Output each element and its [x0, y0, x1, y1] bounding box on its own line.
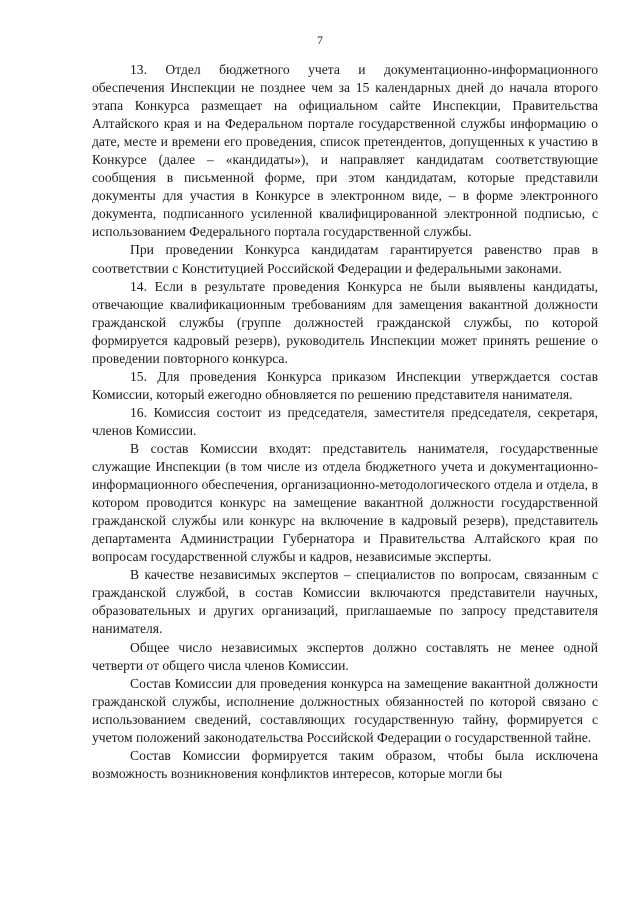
paragraph-independent-experts: В качестве независимых экспертов – специалистов по вопросам, связанным с гражданской службой, в состав Комиссии включаются представители научных, образовательных и других организаций, приглашаемые по запросу представителя нанимателя.	[92, 567, 598, 637]
paragraph-14: 14. Если в результате проведения Конкурса не были выявлены кандидаты, отвечающие квалификационным требованиям для замещения вакантной должности гражданской службы (группе должностей гражданской службы, по которой формируется кадровый резерв), руководитель Инспекции может принять решение о проведении повторного конкурса.	[92, 278, 598, 366]
paragraph-experts-quota: Общее число независимых экспертов должно составлять не менее одной четверти от общего числа членов Комиссии.	[92, 639, 598, 673]
page-number: 7	[317, 33, 323, 47]
paragraph-state-secret: Состав Комиссии для проведения конкурса на замещение вакантной должности гражданской службы, исполнение должностных обязанностей по которой связано с использованием сведений, составляющих государственную тайну, формируется с учетом положений законодательства Российской Федерации о государственной тайне.	[92, 675, 598, 745]
paragraph-15: 15. Для проведения Конкурса приказом Инспекции утверждается состав Комиссии, который ежегодно обновляется по решению представителя нанимателя.	[92, 368, 598, 402]
paragraph-conflict-of-interest: Состав Комиссии формируется таким образом, чтобы была исключена возможность возникновения конфликтов интересов, которые могли бы	[92, 747, 598, 781]
paragraph-13: 13. Отдел бюджетного учета и документационно-информационного обеспечения Инспекции не позднее чем за 15 календарных дней до начала второго этапа Конкурса размещает на официальном сайте Инспекции, Правительства Алтайского края и на Федеральном портале государственной службы информацию о дате, месте и времени его проведения, список претендентов, допущенных к участию в Конкурсе (далее – «кандидаты»), и направляет кандидатам соответствующие сообщения в письменной форме, при этом кандидатам, которые представили документы для участия в Конкурсе в электронном виде, – в форме электронного документа, подписанного усиленной квалифицированной электронной подписью, с использованием Федерального портала государственной службы.	[92, 62, 598, 240]
paragraph-commission-members: В состав Комиссии входят: представитель нанимателя, государственные служащие Инспекции (в том числе из отдела бюджетного учета и документационно-информационного обеспечения, организационно-методологического отдела и отдела, в котором проводится конкурс на замещение вакантной должности государственной гражданской службы или конкурс на включение в кадровый резерв), представитель департамента Администрации Губернатора и Правительства Алтайского края по вопросам государственной службы и кадров, независимые эксперты.	[92, 440, 598, 565]
paragraph-16: 16. Комиссия состоит из председателя, заместителя председателя, секретаря, членов Комиссии.	[92, 404, 598, 438]
paragraph-equal-rights: При проведении Конкурса кандидатам гарантируется равенство прав в соответствии с Конституцией Российской Федерации и федеральными законами.	[92, 242, 598, 276]
document-body	[92, 61, 598, 783]
